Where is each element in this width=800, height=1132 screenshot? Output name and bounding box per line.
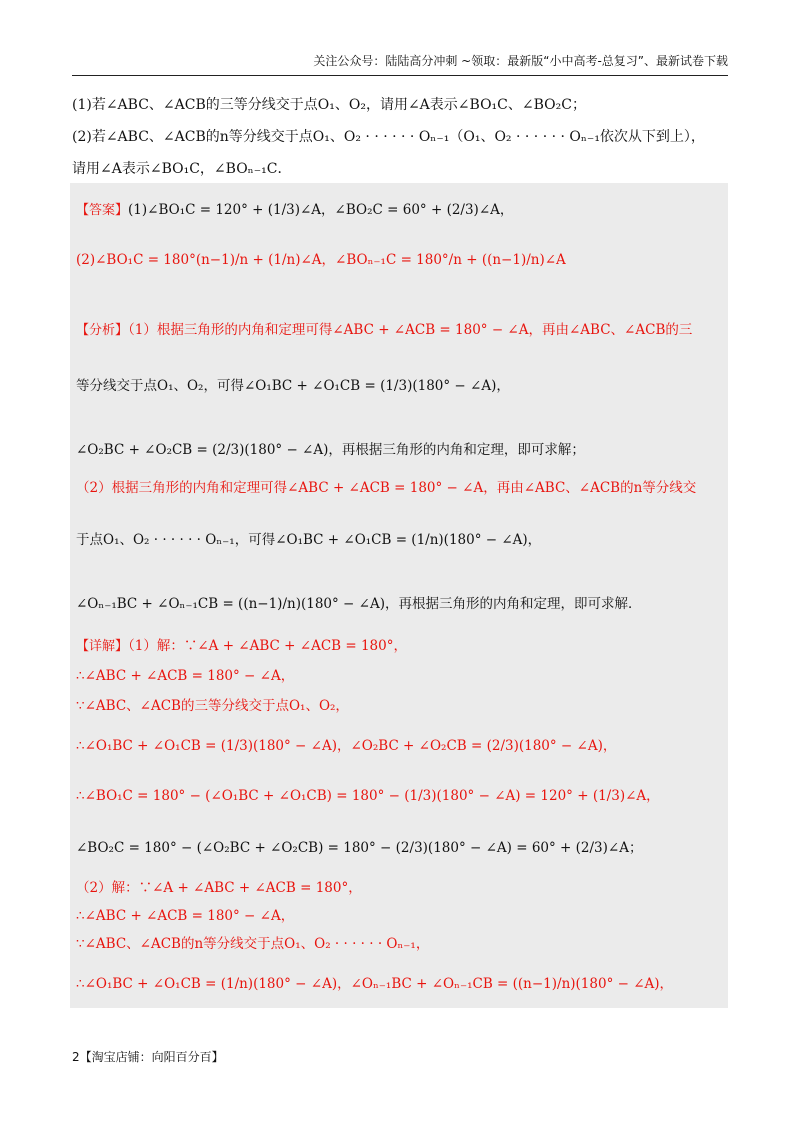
page-header: 关注公众号：陆陆高分冲刺 ~领取：最新版“小中高考-总复习”、最新试卷下载 bbox=[72, 52, 728, 76]
analysis-line-4: （2）根据三角形的内角和定理可得∠ABC + ∠ACB = 180° − ∠A，再由∠ABC、∠ACB的n等分线交 bbox=[76, 480, 697, 496]
detail-line-8: ∴∠ABC + ∠ACB = 180° − ∠A， bbox=[76, 908, 295, 924]
analysis-line-1 bbox=[76, 320, 692, 341]
analysis-text-1: （1）根据三角形的内角和定理可得∠ABC + ∠ACB = 180° − ∠A，再由∠ABC、∠ACB的三 bbox=[128, 322, 693, 338]
detail-tag: 【详解】 bbox=[76, 639, 129, 654]
detail-line-2: ∴∠ABC + ∠ACB = 180° − ∠A， bbox=[76, 668, 295, 684]
detail-line-5: ∴∠BO₁C = 180° − (∠O₁BC + ∠O₁CB) = 180° − (1/3)(180° − ∠A) = 120° + (1/3)∠A， bbox=[76, 788, 660, 804]
question-part-2: (2)若∠ABC、∠ACB的n等分线交于点O₁、O₂ · · · · · · Oₙ₋₁（O₁、O₂ · · · · · · Oₙ₋₁依次从下到上）， bbox=[72, 129, 705, 145]
detail-line-9: ∵∠ABC、∠ACB的n等分线交于点O₁、O₂ · · · · · · Oₙ₋₁， bbox=[76, 936, 430, 952]
analysis-line-2: 等分线交于点O₁、O₂，可得∠O₁BC + ∠O₁CB = (1/3)(180° − ∠A)， bbox=[76, 378, 510, 394]
answer-line-1 bbox=[76, 200, 513, 221]
detail-line-7: （2）解：∵∠A + ∠ABC + ∠ACB = 180°， bbox=[76, 880, 362, 896]
page-footer: 2【淘宝店铺：向阳百分百】 bbox=[72, 1050, 224, 1064]
analysis-line-6: ∠Oₙ₋₁BC + ∠Oₙ₋₁CB = ((n−1)/n)(180° − ∠A)，再根据三角形的内角和定理，即可求解． bbox=[76, 596, 642, 612]
answer-part-2: (2)∠BO₁C = 180°(n−1)/n + (1/n)∠A，∠BOₙ₋₁C = 180°/n + ((n−1)/n)∠A bbox=[76, 252, 566, 268]
detail-line-10: ∴∠O₁BC + ∠O₁CB = (1/n)(180° − ∠A)，∠Oₙ₋₁BC + ∠Oₙ₋₁CB = ((n−1)/n)(180° − ∠A)， bbox=[76, 976, 674, 992]
detail-line-1 bbox=[76, 636, 407, 657]
answer-line-2 bbox=[76, 250, 566, 270]
question-part-1: (1)若∠ABC、∠ACB的三等分线交于点O₁、O₂，请用∠A表示∠BO₁C、∠BO₂C； bbox=[72, 97, 586, 113]
detail-line-3: ∵∠ABC、∠ACB的三等分线交于点O₁、O₂， bbox=[76, 698, 349, 714]
answer-part-1: (1)∠BO₁C = 120° + (1/3)∠A，∠BO₂C = 60° + (2/3)∠A， bbox=[128, 202, 514, 218]
analysis-line-3: ∠O₂BC + ∠O₂CB = (2/3)(180° − ∠A)，再根据三角形的内角和定理，即可求解； bbox=[76, 442, 585, 458]
question-part-2-continued: 请用∠A表示∠BO₁C，∠BOₙ₋₁C． bbox=[72, 161, 292, 177]
analysis-tag: 【分析】 bbox=[76, 323, 129, 338]
detail-line-6: ∠BO₂C = 180° − (∠O₂BC + ∠O₂CB) = 180° − (2/3)(180° − ∠A) = 60° + (2/3)∠A； bbox=[76, 840, 643, 856]
detail-text-1: （1）解：∵∠A + ∠ABC + ∠ACB = 180°， bbox=[128, 638, 407, 654]
detail-line-4: ∴∠O₁BC + ∠O₁CB = (1/3)(180° − ∠A)，∠O₂BC + ∠O₂CB = (2/3)(180° − ∠A)， bbox=[76, 738, 617, 754]
answer-tag: 【答案】 bbox=[76, 203, 129, 218]
analysis-line-5: 于点O₁、O₂ · · · · · · Oₙ₋₁，可得∠O₁BC + ∠O₁CB = (1/n)(180° − ∠A)， bbox=[76, 532, 542, 548]
